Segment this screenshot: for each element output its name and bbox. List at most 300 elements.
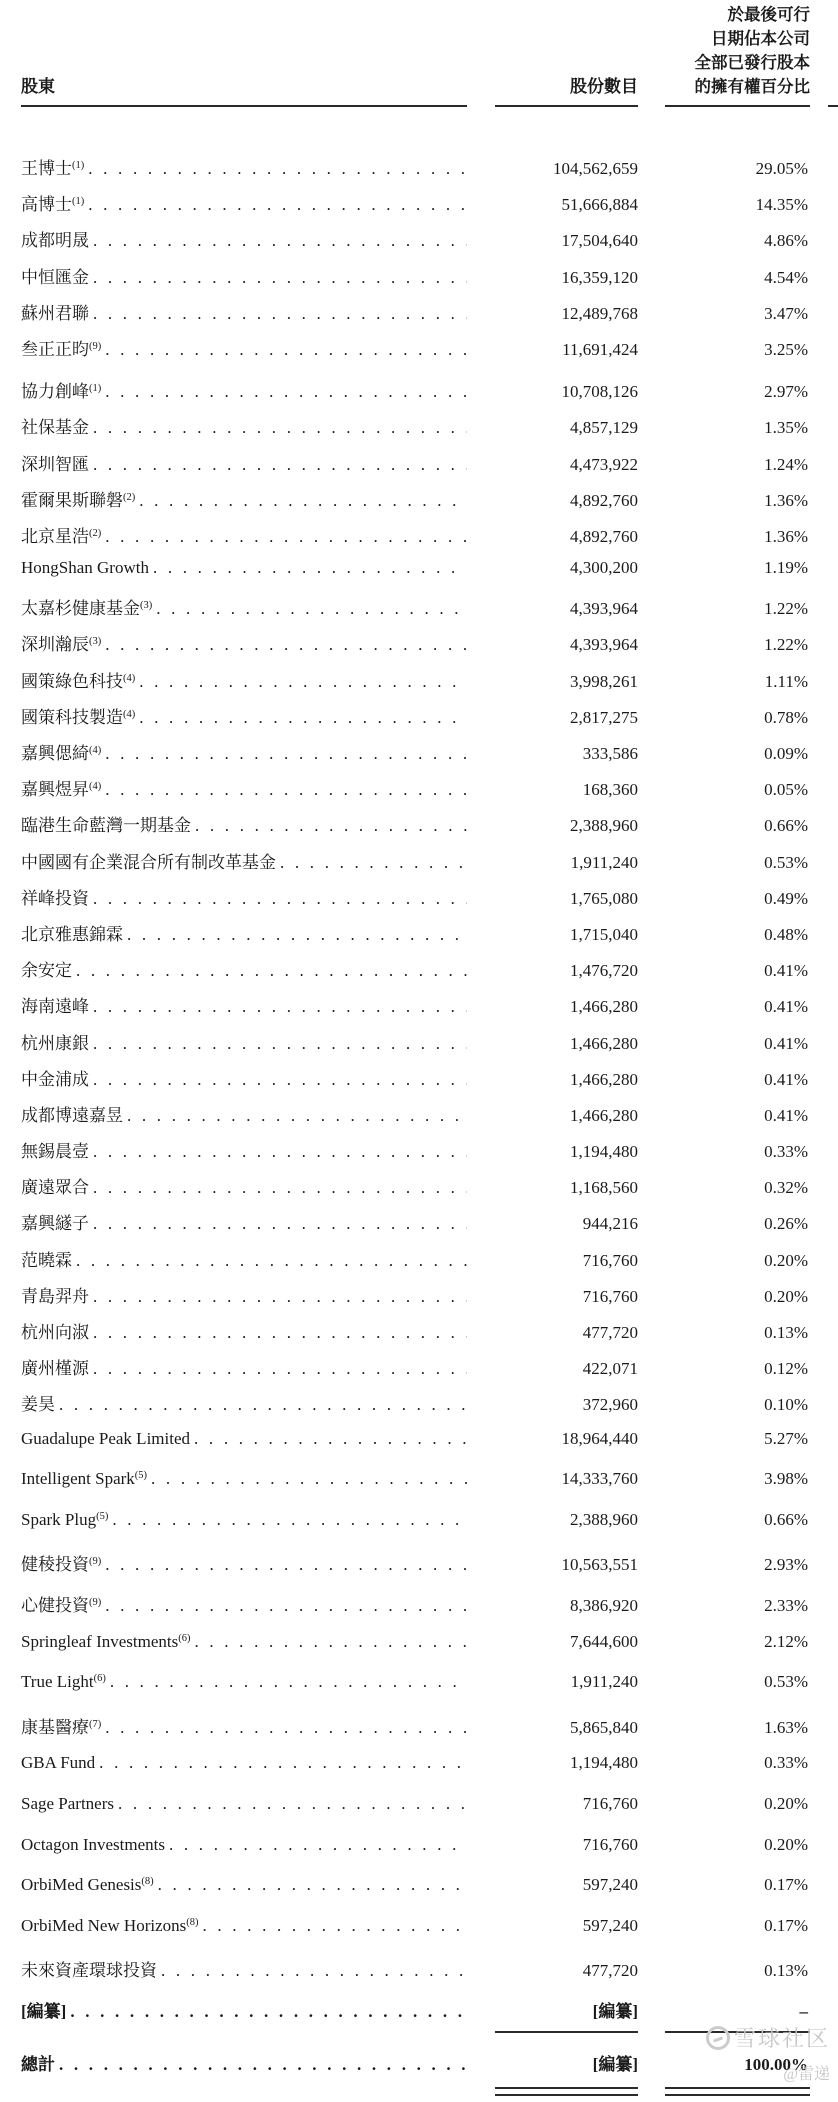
shareholder-name: 范曉霖 bbox=[21, 1250, 72, 1270]
shareholder-name: OrbiMed Genesis bbox=[21, 1875, 142, 1895]
shareholder-name: 社保基金 bbox=[21, 418, 89, 438]
shareholder-name: 嘉興繸子 bbox=[21, 1214, 89, 1234]
shareholder-name-cell bbox=[21, 263, 467, 288]
dot-leader bbox=[105, 1718, 467, 1738]
shareholder-name: 深圳智匯 bbox=[21, 454, 89, 474]
percent-value: 0.20% bbox=[764, 1834, 808, 1854]
percent-value: 0.26% bbox=[764, 1214, 808, 1234]
shareholder-name: Guadalupe Peak Limited bbox=[21, 1428, 191, 1448]
shareholder-name-cell bbox=[21, 1632, 467, 1652]
footnote-superscript: (8) bbox=[186, 1916, 199, 1928]
shareholder-name: 深圳瀚辰 bbox=[21, 635, 89, 655]
header-percent-line-1: 於最後可行 bbox=[727, 5, 810, 24]
shareholder-name: 廣遠眾合 bbox=[21, 1178, 89, 1198]
shareholder-name: 中金浦成 bbox=[21, 1069, 89, 1089]
subtotal-rule-shares bbox=[495, 2031, 638, 2033]
dot-leader bbox=[280, 853, 467, 873]
table-row bbox=[0, 326, 838, 362]
dot-leader bbox=[59, 2055, 467, 2075]
shareholder-name: Sage Partners bbox=[21, 1793, 115, 1813]
shareholder-name-cell bbox=[21, 1209, 467, 1234]
shareholder-name: OrbiMed New Horizons bbox=[21, 1915, 187, 1935]
footnote-superscript: (2) bbox=[89, 527, 102, 539]
shares-value: 4,300,200 bbox=[570, 558, 638, 578]
percent-value: 1.22% bbox=[764, 635, 808, 655]
shareholder-name: HongShan Growth bbox=[21, 558, 149, 578]
shareholder-name-cell bbox=[21, 1794, 467, 1814]
shares-value: 17,504,640 bbox=[561, 231, 638, 251]
shareholder-name-cell bbox=[21, 377, 467, 402]
dot-leader bbox=[203, 1916, 468, 1936]
percent-value: 0.05% bbox=[764, 780, 808, 800]
subtotal-rule bbox=[0, 2031, 838, 2033]
footnote-superscript: (1) bbox=[72, 160, 85, 171]
shares-value: 716,760 bbox=[582, 1250, 638, 1270]
total-label-cell bbox=[21, 2050, 467, 2075]
shareholder-name-cell bbox=[21, 1753, 467, 1773]
shares-value: 422,071 bbox=[582, 1359, 638, 1379]
percent-value: 1.22% bbox=[764, 599, 808, 619]
percent-value: 1.19% bbox=[764, 558, 808, 578]
shares-value: 4,857,129 bbox=[570, 418, 638, 438]
shares-value: 597,240 bbox=[582, 1875, 638, 1895]
shareholder-name-cell bbox=[21, 630, 467, 655]
footnote-superscript: (7) bbox=[89, 1718, 102, 1730]
shares-value: 10,708,126 bbox=[561, 382, 638, 402]
dot-leader bbox=[93, 231, 467, 251]
footnote-superscript: (1) bbox=[72, 196, 85, 208]
percent-value: 0.20% bbox=[764, 1793, 808, 1813]
dot-leader bbox=[105, 744, 467, 764]
table-row bbox=[0, 254, 838, 290]
shares-value: 372,960 bbox=[582, 1395, 638, 1415]
shareholder-name-cell bbox=[21, 413, 467, 438]
total-shares: [編纂] bbox=[592, 2054, 638, 2074]
table-row bbox=[0, 1092, 838, 1128]
dot-leader bbox=[139, 672, 467, 692]
shareholder-name: 成都博遠嘉昱 bbox=[21, 1105, 123, 1125]
table-row bbox=[0, 145, 838, 181]
dot-leader bbox=[127, 925, 467, 945]
percent-value: 1.36% bbox=[764, 490, 808, 510]
percent-value: 4.54% bbox=[764, 267, 808, 287]
shares-value: 3,998,261 bbox=[570, 671, 638, 691]
table-row bbox=[0, 404, 838, 440]
percent-value: 0.33% bbox=[764, 1753, 808, 1773]
table-row bbox=[0, 1621, 838, 1662]
shares-value: 597,240 bbox=[582, 1915, 638, 1935]
shareholder-name: Spark Plug bbox=[21, 1509, 97, 1529]
shareholder-name-cell bbox=[21, 775, 467, 800]
percent-value: 0.41% bbox=[764, 1069, 808, 1089]
total-rule-shares-bottom bbox=[495, 2094, 638, 2096]
dot-leader bbox=[112, 1510, 467, 1530]
percent-value: 2.93% bbox=[764, 1555, 808, 1575]
percent-value: 29.05% bbox=[755, 159, 808, 178]
percent-value: 0.41% bbox=[764, 997, 808, 1017]
percent-value: 1.24% bbox=[764, 454, 808, 474]
shareholder-name: 臨港生命藍灣一期基金 bbox=[21, 816, 191, 836]
dot-leader bbox=[194, 1632, 467, 1652]
percent-value: 0.78% bbox=[764, 707, 808, 727]
table-row bbox=[0, 1783, 838, 1824]
shareholder-name-cell bbox=[21, 920, 467, 945]
shareholder-name-cell bbox=[21, 594, 467, 619]
table-row bbox=[0, 1864, 838, 1905]
dot-leader bbox=[93, 1323, 467, 1343]
shareholder-name-cell bbox=[21, 1591, 467, 1616]
dot-leader bbox=[76, 1251, 467, 1271]
footnote-superscript: (1) bbox=[89, 383, 102, 395]
watermark-community-label: 雪球社区 bbox=[733, 2026, 830, 2051]
shareholder-name: 協力創峰 bbox=[21, 382, 89, 402]
percent-value: 1.63% bbox=[764, 1717, 808, 1737]
footnote-superscript: (8) bbox=[141, 1876, 154, 1888]
table-row bbox=[0, 1056, 838, 1092]
dot-leader bbox=[93, 304, 467, 324]
percent-value: 0.13% bbox=[764, 1961, 808, 1981]
dot-leader bbox=[105, 1596, 467, 1616]
dot-leader bbox=[93, 268, 467, 288]
dot-leader bbox=[105, 527, 467, 547]
percent-value: 0.66% bbox=[764, 816, 808, 836]
dot-leader bbox=[93, 1287, 467, 1307]
shareholder-name: 王博士 bbox=[21, 159, 72, 178]
table-row bbox=[0, 730, 838, 766]
dot-leader bbox=[59, 1395, 467, 1415]
shareholder-name-cell bbox=[21, 226, 467, 251]
dot-leader bbox=[105, 382, 467, 402]
shareholder-name: 中恒匯金 bbox=[21, 267, 89, 287]
shares-value: 1,194,480 bbox=[570, 1753, 638, 1773]
dot-leader bbox=[127, 1106, 467, 1126]
shares-value: 1,466,280 bbox=[570, 1105, 638, 1125]
table-row bbox=[0, 1164, 838, 1200]
shareholder-name-cell bbox=[21, 1137, 467, 1162]
shares-value: 10,563,551 bbox=[561, 1555, 638, 1575]
dot-leader bbox=[88, 195, 467, 215]
header-col-shareholder bbox=[21, 75, 467, 107]
shares-value: 8,386,920 bbox=[570, 1595, 638, 1615]
shareholder-name: 祥峰投資 bbox=[21, 888, 89, 908]
shareholder-name-cell bbox=[21, 884, 467, 909]
footnote-superscript: (6) bbox=[178, 1632, 191, 1644]
shareholder-name: 青島羿舟 bbox=[21, 1286, 89, 1306]
table-row bbox=[0, 549, 838, 585]
footnote-superscript: (4) bbox=[89, 781, 102, 793]
table-row bbox=[0, 1345, 838, 1381]
shares-value: 1,194,480 bbox=[570, 1142, 638, 1162]
shareholder-name: 健稜投資 bbox=[21, 1555, 89, 1575]
percent-value: 4.86% bbox=[764, 231, 808, 251]
table-row bbox=[0, 585, 838, 621]
shares-value: 716,760 bbox=[582, 1286, 638, 1306]
shares-value: 477,720 bbox=[582, 1323, 638, 1342]
shareholder-name: 蘇州君聯 bbox=[21, 303, 89, 323]
shareholder-name-cell bbox=[21, 667, 467, 692]
table-row bbox=[0, 983, 838, 1019]
dot-leader bbox=[105, 340, 467, 360]
shareholder-name: 無錫晨壹 bbox=[21, 1142, 89, 1162]
percent-value: 0.53% bbox=[764, 1672, 808, 1692]
shareholder-name-cell bbox=[21, 558, 467, 578]
total-rule-percent-bottom bbox=[665, 2094, 810, 2096]
table-row bbox=[0, 911, 838, 947]
table-row bbox=[0, 1661, 838, 1702]
footnote-superscript: (3) bbox=[140, 600, 153, 612]
table-row bbox=[0, 1418, 838, 1459]
total-percent: 100.00% bbox=[744, 2054, 808, 2074]
shares-value: 1,715,040 bbox=[570, 924, 638, 944]
shareholder-name-cell bbox=[21, 1916, 467, 1936]
shares-value: 5,865,840 bbox=[570, 1717, 638, 1737]
shares-value: 1,911,240 bbox=[570, 852, 638, 872]
shareholder-name: Intelligent Spark bbox=[21, 1469, 135, 1489]
table-row bbox=[0, 766, 838, 802]
header-percent-line-2: 日期佔本公司 bbox=[711, 29, 810, 48]
table-row bbox=[0, 802, 838, 838]
shareholder-name: 叁正正昀 bbox=[21, 339, 89, 359]
dot-leader bbox=[93, 455, 467, 475]
percent-value: 0.66% bbox=[764, 1509, 808, 1529]
shareholder-name: 中國國有企業混合所有制改革基金 bbox=[21, 852, 276, 872]
table-row bbox=[0, 290, 838, 326]
percent-value: 0.49% bbox=[764, 888, 808, 908]
shareholder-name: 心健投資 bbox=[21, 1595, 89, 1615]
shareholder-name-cell bbox=[21, 1469, 467, 1489]
dot-leader bbox=[158, 1875, 467, 1895]
percent-value: 0.09% bbox=[764, 744, 808, 763]
shares-value: 477,720 bbox=[582, 1961, 638, 1981]
dot-leader bbox=[153, 558, 467, 578]
percent-value: 0.13% bbox=[764, 1323, 808, 1342]
shares-value: 16,359,120 bbox=[561, 267, 638, 287]
dot-leader bbox=[105, 635, 467, 655]
percent-value: 2.12% bbox=[764, 1631, 808, 1651]
shareholder-name-cell bbox=[21, 992, 467, 1017]
table-row bbox=[0, 1539, 838, 1580]
table-row bbox=[0, 1273, 838, 1309]
shareholder-name: 國策科技製造 bbox=[21, 707, 123, 727]
footnote-superscript: (6) bbox=[93, 1673, 106, 1685]
total-rule-shares-top bbox=[495, 2087, 638, 2089]
percent-value: 3.98% bbox=[764, 1469, 808, 1489]
table-row bbox=[0, 513, 838, 549]
dot-leader bbox=[93, 1034, 467, 1054]
table-edge-rule-stub bbox=[828, 105, 838, 107]
dot-leader bbox=[93, 1178, 467, 1198]
table-row bbox=[0, 1824, 838, 1865]
shares-value: 2,388,960 bbox=[570, 1509, 638, 1529]
shares-value: 18,964,440 bbox=[561, 1428, 638, 1448]
table-row bbox=[0, 217, 838, 253]
shares-value: 11,691,424 bbox=[562, 339, 638, 359]
table-row bbox=[0, 477, 838, 513]
shareholder-name: 嘉興偲綺 bbox=[21, 744, 89, 763]
dot-leader bbox=[105, 780, 467, 800]
percent-value: 14.35% bbox=[755, 195, 808, 215]
shareholder-name-cell bbox=[21, 1246, 467, 1271]
shareholder-name: 姜昊 bbox=[21, 1395, 55, 1415]
footnote-superscript: (5) bbox=[134, 1470, 148, 1482]
percent-value: 2.97% bbox=[764, 382, 808, 402]
table-row bbox=[0, 1458, 838, 1499]
shares-value: 716,760 bbox=[582, 1793, 638, 1813]
table-row bbox=[0, 1499, 838, 1540]
percent-value: 0.53% bbox=[764, 852, 808, 872]
shareholder-name-cell bbox=[21, 1672, 467, 1692]
shareholder-name-cell bbox=[21, 299, 467, 324]
header-percent-line-4: 的擁有權百分比 bbox=[694, 77, 810, 96]
table-row bbox=[0, 1237, 838, 1273]
shares-value: 4,393,964 bbox=[570, 635, 638, 655]
table-row bbox=[0, 441, 838, 477]
percent-value: 1.11% bbox=[764, 671, 808, 691]
total-row bbox=[0, 2033, 838, 2081]
table-row bbox=[0, 181, 838, 217]
footnote-superscript: (4) bbox=[123, 672, 136, 684]
compile-percent: – bbox=[799, 2001, 808, 2021]
dot-leader bbox=[99, 1753, 467, 1773]
table-row bbox=[0, 1742, 838, 1783]
shares-value: 104,562,659 bbox=[553, 159, 638, 178]
shareholder-name-cell bbox=[21, 522, 467, 547]
table-row bbox=[0, 1020, 838, 1056]
shareholder-name-cell bbox=[21, 190, 467, 215]
shareholder-name-cell bbox=[21, 1282, 467, 1307]
footnote-superscript: (9) bbox=[89, 1556, 102, 1568]
dot-leader bbox=[93, 1359, 467, 1379]
shareholder-name-cell bbox=[21, 335, 467, 360]
dot-leader bbox=[76, 961, 467, 981]
dot-leader bbox=[161, 1961, 467, 1981]
footnote-superscript: (9) bbox=[89, 340, 102, 352]
shares-value: 716,760 bbox=[582, 1834, 638, 1854]
shareholder-name: 成都明晟 bbox=[21, 231, 89, 251]
shareholder-name-cell bbox=[21, 486, 467, 511]
shares-value: 1,466,280 bbox=[570, 1069, 638, 1089]
dot-leader bbox=[88, 159, 467, 179]
shareholder-name-cell bbox=[21, 1354, 467, 1379]
footnote-superscript: (4) bbox=[89, 745, 102, 756]
shareholder-name: 嘉興煜昇 bbox=[21, 780, 89, 800]
dot-leader bbox=[156, 599, 467, 619]
percent-value: 0.33% bbox=[764, 1142, 808, 1162]
shares-value: 1,168,560 bbox=[570, 1178, 638, 1198]
shareholder-name: 康基醫療 bbox=[21, 1717, 89, 1737]
percent-value: 0.12% bbox=[764, 1359, 808, 1379]
header-percent-line-3: 全部已發行股本 bbox=[694, 53, 810, 72]
shares-value: 4,473,922 bbox=[570, 454, 638, 474]
watermark-user-label: @雷递 bbox=[783, 2066, 830, 2083]
table-row bbox=[0, 1702, 838, 1743]
shares-value: 1,466,280 bbox=[570, 997, 638, 1017]
shareholder-name: 余安定 bbox=[21, 961, 72, 981]
dot-leader bbox=[169, 1835, 467, 1855]
percent-value: 0.41% bbox=[764, 1033, 808, 1053]
shareholder-name: 杭州向淑 bbox=[21, 1323, 89, 1342]
shareholder-name: 杭州康銀 bbox=[21, 1033, 89, 1053]
shareholder-name-cell bbox=[21, 1101, 467, 1126]
dot-leader bbox=[70, 2002, 467, 2022]
shares-value: 4,892,760 bbox=[570, 490, 638, 510]
shareholder-name: 北京雅惠錦霖 bbox=[21, 924, 123, 944]
shares-value: 1,466,280 bbox=[570, 1033, 638, 1053]
table-row bbox=[0, 1309, 838, 1345]
table-row bbox=[0, 1580, 838, 1621]
header-col-percent bbox=[665, 3, 810, 107]
shares-value: 12,489,768 bbox=[561, 303, 638, 323]
table-row bbox=[0, 1945, 838, 1986]
dot-leader bbox=[118, 1794, 467, 1814]
shareholder-name-cell bbox=[21, 1713, 467, 1738]
footnote-superscript: (9) bbox=[89, 1596, 102, 1608]
percent-value: 0.17% bbox=[764, 1915, 808, 1935]
percent-value: 3.25% bbox=[764, 339, 808, 359]
table-header bbox=[0, 0, 838, 107]
shareholder-name: Octagon Investments bbox=[21, 1834, 165, 1854]
header-spacer bbox=[0, 107, 838, 145]
table-row bbox=[0, 1905, 838, 1946]
shareholder-name-cell bbox=[21, 1956, 467, 1981]
dot-leader bbox=[93, 1070, 467, 1090]
total-rule-percent-top bbox=[665, 2087, 810, 2089]
compile-shares: [編纂] bbox=[592, 2001, 638, 2021]
shares-value: 333,586 bbox=[582, 744, 638, 763]
dot-leader bbox=[93, 889, 467, 909]
shareholder-name: 高博士 bbox=[21, 195, 72, 215]
dot-leader bbox=[93, 418, 467, 438]
shareholder-name-cell bbox=[21, 1173, 467, 1198]
footnote-superscript: (3) bbox=[89, 636, 102, 648]
table-body bbox=[0, 145, 838, 1986]
shareholder-name-cell bbox=[21, 1029, 467, 1054]
shareholder-name-cell bbox=[21, 1997, 467, 2022]
shareholder-name: GBA Fund bbox=[21, 1753, 96, 1773]
dot-leader bbox=[105, 1555, 467, 1575]
shareholder-name-cell bbox=[21, 1510, 467, 1530]
shareholder-name-cell bbox=[21, 1550, 467, 1575]
shares-value: 4,892,760 bbox=[570, 526, 638, 546]
shareholder-name: 廣州槿源 bbox=[21, 1359, 89, 1379]
shareholder-name-cell bbox=[21, 1318, 467, 1343]
percent-value: 1.35% bbox=[764, 418, 808, 438]
shares-value: 4,393,964 bbox=[570, 599, 638, 619]
subtotal-rule-percent bbox=[665, 2031, 810, 2033]
shareholder-name-cell bbox=[21, 739, 467, 764]
footnote-superscript: (2) bbox=[123, 491, 136, 503]
shareholder-name-cell bbox=[21, 450, 467, 475]
shareholder-name-cell bbox=[21, 703, 467, 728]
shareholder-name-cell bbox=[21, 811, 467, 836]
percent-value: 2.33% bbox=[764, 1595, 808, 1615]
shares-value: 1,476,720 bbox=[570, 961, 638, 981]
percent-value: 0.32% bbox=[764, 1178, 808, 1198]
footnote-superscript: (4) bbox=[123, 708, 136, 720]
shareholder-name: True Light bbox=[21, 1672, 94, 1692]
shareholder-name: 北京星浩 bbox=[21, 526, 89, 546]
shareholder-name-cell bbox=[21, 1429, 467, 1449]
percent-value: 0.48% bbox=[764, 924, 808, 944]
percent-value: 0.10% bbox=[764, 1395, 808, 1415]
percent-value: 0.41% bbox=[764, 961, 808, 981]
shares-value: 2,817,275 bbox=[570, 707, 638, 727]
header-col-shares bbox=[495, 75, 638, 107]
dot-leader bbox=[195, 816, 467, 836]
table-row bbox=[0, 658, 838, 694]
shares-value: 14,333,760 bbox=[561, 1469, 638, 1489]
dot-leader bbox=[151, 1469, 467, 1489]
